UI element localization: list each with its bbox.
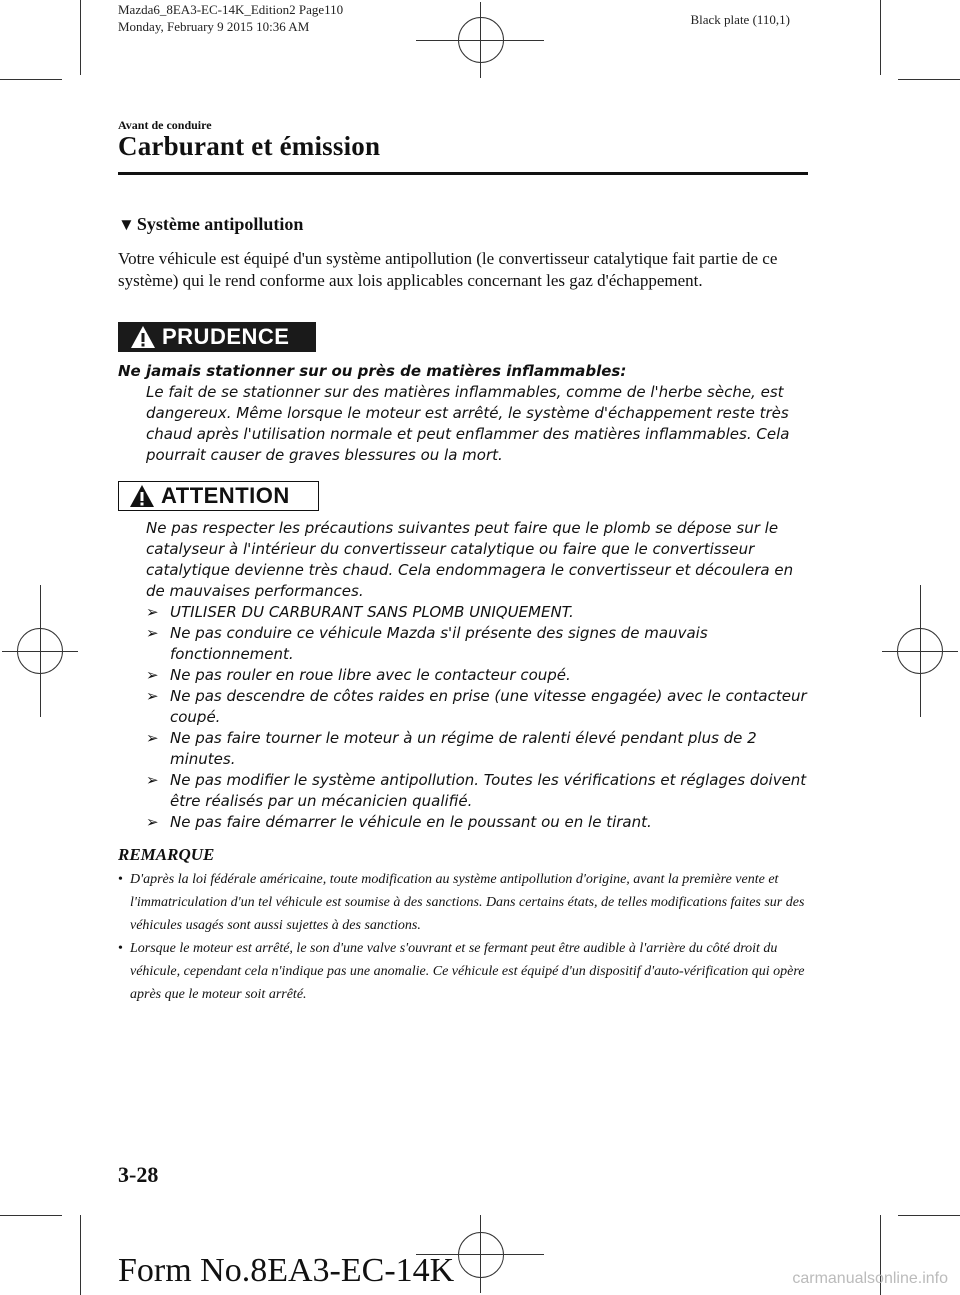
intro-paragraph: Votre véhicule est équipé d'un système antipollution (le convertisseur catalytique fait partie de ce système) qui le rend conforme aux lois applicables concernant les gaz d'échappement.	[118, 249, 778, 290]
print-info	[118, 1, 343, 35]
arrow-bullet-icon: ➢	[146, 666, 159, 684]
plate-label: Black plate (110,1)	[690, 12, 790, 27]
subsection-heading	[118, 214, 303, 235]
form-number: Form No.8EA3-EC-14K	[118, 1252, 455, 1289]
arrow-bullet-icon: ➢	[146, 624, 159, 642]
warning-icon	[130, 325, 156, 349]
subsection-title: Système antipollution	[136, 214, 304, 234]
list-item: ➢ Ne pas faire tourner le moteur à un régime de ralenti élevé pendant plus de 2 minutes.	[146, 729, 757, 768]
print-info-line1: Mazda6_8EA3-EC-14K_Edition2 Page110	[118, 2, 344, 17]
attention-body: Ne pas respecter les précautions suivantes peut faire que le plomb se dépose sur le catalyseur à l'intérieur du convertisseur catalytique ou faire que le convertisseur catalytique devienne très chaud. Cela endommagera le convertisseur et découlera en de mauvaises performances.	[146, 519, 794, 600]
list-item: ➢ Ne pas conduire ce véhicule Mazda s'il présente des signes de mauvais fonctionnement.	[146, 624, 708, 663]
arrow-bullet-icon: ➢	[146, 687, 159, 705]
list-item: ➢ Ne pas descendre de côtes raides en prise (une vitesse engagée) avec le contacteur coupé.	[146, 687, 807, 726]
prudence-label-text: PRUDENCE	[162, 324, 290, 349]
note-heading: REMARQUE	[118, 845, 215, 864]
attention-label-text: ATTENTION	[161, 483, 290, 508]
section-label: Avant de conduire	[118, 118, 212, 132]
arrow-bullet-icon: ➢	[146, 813, 159, 831]
note-list	[118, 868, 808, 1006]
print-info-line2: Monday, February 9 2015 10:36 AM	[118, 19, 310, 34]
page-number: 3-28	[118, 1162, 159, 1187]
arrow-bullet-icon: ➢	[146, 771, 159, 789]
attention-label	[118, 481, 319, 511]
bullet-dot-icon: •	[118, 941, 123, 956]
triangle-down-icon: ▼	[118, 215, 135, 234]
caution-body: Le fait de se stationner sur des matières inflammables, comme de l'herbe sèche, est dangereux. Même lorsque le moteur est arrêté, le système d'échappement reste très chaud après l'utilisation normale et peut enflammer des matières inflammables. Cela pourrait causer de graves blessures ou la mort.	[146, 383, 790, 464]
prudence-label	[118, 322, 316, 352]
list-item: ➢ Ne pas faire démarrer le véhicule en le poussant ou en le tirant.	[146, 813, 652, 831]
caution-heading: Ne jamais stationner sur ou près de matières inflammables:	[118, 362, 627, 380]
arrow-bullet-icon: ➢	[146, 603, 159, 621]
list-item: ➢ Ne pas modifier le système antipollution. Toutes les vérifications et réglages doivent être réalisés par un mécanicien qualifié.	[146, 771, 807, 810]
page-title: Carburant et émission	[118, 131, 381, 161]
list-item: ➢ UTILISER DU CARBURANT SANS PLOMB UNIQUEMENT.	[146, 603, 574, 621]
list-item: • Lorsque le moteur est arrêté, le son d'une valve s'ouvrant et se fermant peut être audible à l'arrière du côté droit du véhicule, cependant cela n'indique pas une anomalie. Ce véhicule est équipé d'un dispositif d'auto-vérification qui opère après que le moteur soit arrêté.	[118, 937, 808, 1006]
list-item: • D'après la loi fédérale américaine, toute modification au système antipollution d'origine, avant la première vente et l'immatriculation d'un tel véhicule est soumise à des sanctions. Dans certains états, de telles modifications faites sur des véhicules usagés sont aussi sujettes à des sanctions.	[118, 868, 808, 937]
attention-list	[146, 602, 808, 833]
arrow-bullet-icon: ➢	[146, 729, 159, 747]
list-item: ➢ Ne pas rouler en roue libre avec le contacteur coupé.	[146, 666, 571, 684]
watermark: carmanualsonline.info	[792, 1270, 948, 1287]
warning-icon	[129, 484, 155, 508]
title-rule	[118, 172, 808, 175]
bullet-dot-icon: •	[118, 872, 123, 887]
